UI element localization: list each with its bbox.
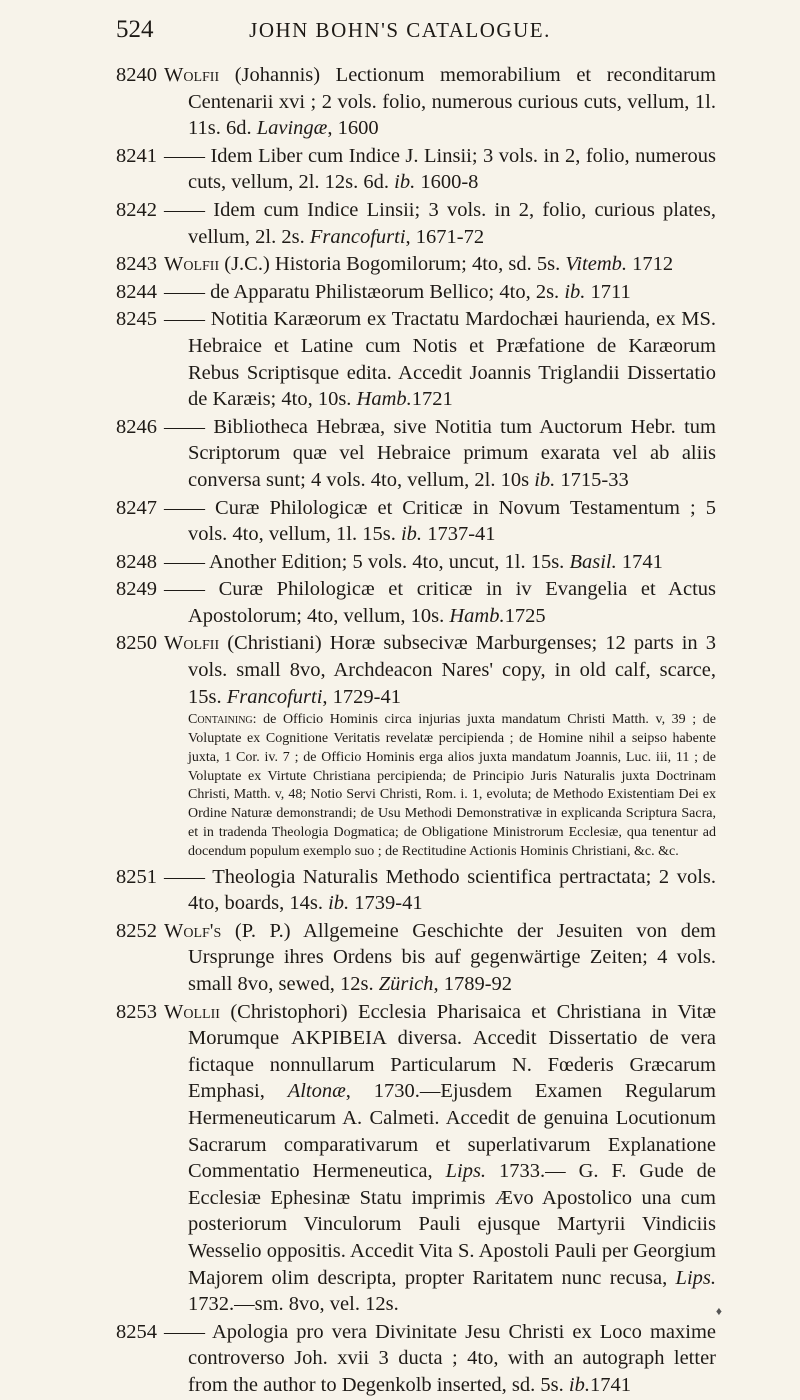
entry-author: Wollii xyxy=(164,1000,220,1023)
entry-number: 8254 xyxy=(116,1320,157,1343)
entry-number: 8250 xyxy=(116,632,157,655)
catalogue-entry xyxy=(116,62,716,142)
catalogue-entry xyxy=(116,864,716,917)
entry-text: —— Idem Liber cum Indice J. Linsii; 3 vols. in 2, folio, numerous cuts, vellum, 2l. 12s. 6d. ib. 1600-8 xyxy=(164,144,716,194)
entry-text: Wolfii (Christiani) Horæ subsecivæ Marburgenses; 12 parts in 3 vols. small 8vo, Archdeacon Nares' copy, in old calf, scarce, 15s. Francofurti, 1729-41 xyxy=(164,632,716,708)
entry-text: —— Apologia pro vera Divinitate Jesu Christi ex Loco maxime controverso Joh. xvii 3 ducta ; 4to, with an autograph letter from the author to Degenkolb inserted, sd. 5s. ib.1741 xyxy=(164,1320,716,1396)
entry-number: 8252 xyxy=(116,919,157,942)
page-header xyxy=(0,10,800,50)
entry-imprint: Francofurti xyxy=(226,685,323,708)
entry-author: Wolf's xyxy=(164,919,222,942)
entry-text: —— Another Edition; 5 vols. 4to, uncut, 1l. 15s. Basil. 1741 xyxy=(164,550,663,573)
catalogue-entry xyxy=(116,576,716,629)
entry-author: Wolfii xyxy=(164,253,220,276)
entry-text: —— Curæ Philologicæ et criticæ in iv Evangelia et Actus Apostolorum; 4to, vellum, 10s. Hamb.1725 xyxy=(164,578,716,627)
contents-lead: Containing xyxy=(188,712,253,728)
entry-number: 8243 xyxy=(116,253,157,276)
entry-imprint: Hamb. xyxy=(449,604,505,627)
catalogue-entry xyxy=(116,495,716,548)
entry-imprint: ib. xyxy=(568,1373,590,1396)
entry-imprint: ib. xyxy=(394,171,416,194)
entry-imprint: ib. xyxy=(400,523,423,546)
entry-author: Wolfii xyxy=(164,64,220,86)
entry-number: 8253 xyxy=(116,1000,157,1023)
entry-text: —— Notitia Karæorum ex Tractatu Mardochæi haurienda, ex MS. Hebraice et Latine cum Notis et Præfatione de Karæorum Rebus Scriptisque edita. Accedit Joannis Triglandii Dissertatio de Karæis; 4to, 10s. Hamb.1721 xyxy=(164,308,716,411)
entry-text: —— Idem cum Indice Linsii; 3 vols. in 2, folio, curious plates, vellum, 2l. 2s. Francofurti, 1671-72 xyxy=(164,198,716,248)
catalogue-entry xyxy=(116,251,716,278)
entry-number: 8241 xyxy=(116,144,157,167)
catalogue-entry xyxy=(116,414,716,494)
entry-imprint: Lavingæ xyxy=(256,117,328,140)
catalogue-entry xyxy=(116,197,716,250)
entry-imprint: Altonæ xyxy=(287,1080,346,1103)
entry-imprint: Francofurti xyxy=(309,225,406,248)
catalogue-entry xyxy=(116,549,716,576)
entry-imprint: Vitemb. xyxy=(565,253,628,276)
catalogue-entry xyxy=(116,918,716,998)
page-number: 524 xyxy=(116,16,154,43)
entry-text: Wollii (Christophori) Ecclesia Pharisaica et Christiana in Vitæ Morumque ΑΚΡΙΒΕΙΑ diversa. Accedit Dissertatio de vera fictaque nonnullarum Particularum N. Fœderis Græcarum Emphasi, Altonæ, 1730.—Ejusdem Examen Regularum Hermeneuticarum A. Calmeti. Accedit de genuina Locutionum Sacrarum comparativarum et superlativarum Explanatione Commentatio Hermeneutica, Lips. 1733.— G. F. Gude de Ecclesiæ Ephesinæ Statu imprimis Ævo Apostolico una cum posteriorum Vinculorum Pauli ejusque Martyrii Vindiciis Wesselio oppositis. Accedit Vita S. Apostoli Pauli per Georgium Majorem olim descripta, propter Raritatem nunc recusa, Lips. 1732.—sm. 8vo, vel. 12s. xyxy=(164,1000,716,1316)
entry-imprint: ib. xyxy=(534,468,556,491)
entry-imprint: Basil. xyxy=(569,550,617,573)
entry-text: —— Theologia Naturalis Methodo scientifica pertractata; 2 vols. 4to, boards, 14s. ib. 1739-41 xyxy=(164,865,716,915)
catalogue-entries xyxy=(116,62,716,1400)
entry-text: Wolfii (Johannis) Lectionum memorabilium et reconditarum Centenarii xvi ; 2 vols. folio, numerous curious cuts, vellum, 1l. 11s. 6d. Lavingæ, 1600 xyxy=(164,64,716,140)
entry-imprint: Lips. xyxy=(445,1160,487,1183)
entry-number: 8245 xyxy=(116,308,157,331)
entry-text: —— Curæ Philologicæ et Criticæ in Novum Testamentum ; 5 vols. 4to, vellum, 1l. 15s. ib. 1737-41 xyxy=(164,496,716,546)
running-title: JOHN BOHN'S CATALOGUE. xyxy=(249,18,551,42)
entry-text: —— de Apparatu Philistæorum Bellico; 4to, 2s. ib. 1711 xyxy=(164,280,631,303)
catalogue-entry xyxy=(116,999,716,1318)
entry-number: 8247 xyxy=(116,496,157,519)
catalogue-entry xyxy=(116,1319,716,1399)
entry-number: 8249 xyxy=(116,578,157,601)
entry-imprint: ib. xyxy=(328,892,350,915)
entry-number: 8244 xyxy=(116,280,157,303)
entry-contents-note: Containing: de Officio Hominis circa injurias juxta mandatum Christi Matth. v, 39 ; de Voluptate ex Cognitione Veritatis revelatæ percipienda ; de Homine nihil a seipso habente juxta, 1 Cor. iv. 7 ; de Officio Hominis erga alios juxta mandatum Joannis, Luc. iii, 11 ; de Voluptate ex Virtute Christiana percipienda; de Principio Juris Naturalis juxta Doctrinam Christi, Matth. v, 48; Notio Servi Christi, Rom. i. 1, evoluta; de Methodo Existentiam Dei ex Ordine Naturæ demonstrandi; de Usu Methodi Demonstrativæ in explicanda Scriptura Sacra, et in tradenda Theologia Dogmatica; de Obligatione Ministrorum Ecclesiæ, qua tenentur ad docendum populum exemplo suo ; de Rectitudine Actionis Hominis Christiani, &c. &c. xyxy=(188,712,716,859)
printer-mark: ♦ xyxy=(715,1304,722,1318)
catalogue-entry xyxy=(116,279,716,306)
catalogue-entry xyxy=(116,306,716,412)
entry-number: 8240 xyxy=(116,64,157,86)
catalogue-entry xyxy=(116,143,716,196)
entry-imprint: Lips. xyxy=(675,1266,716,1289)
entry-number: 8246 xyxy=(116,415,157,438)
entry-text: Wolfii (J.C.) Historia Bogomilorum; 4to, sd. 5s. Vitemb. 1712 xyxy=(164,253,674,276)
entry-imprint: ib. xyxy=(564,280,586,303)
entry-text: —— Bibliotheca Hebræa, sive Notitia tum Auctorum Hebr. tum Scriptorum quæ vel Hebraice primum exarata vel ab aliis conversa sunt; 4 vols. 4to, vellum, 2l. 10s ib. 1715-33 xyxy=(164,415,716,491)
entry-imprint: Zürich xyxy=(378,973,434,995)
catalogue-entry xyxy=(116,630,716,861)
entry-number: 8242 xyxy=(116,198,157,221)
entry-imprint: Hamb. xyxy=(356,388,412,411)
entry-number: 8248 xyxy=(116,550,157,573)
entry-text: Wolf's (P. P.) Allgemeine Geschichte der Jesuiten von dem Ursprunge ihres Ordens bis auf gegenwärtige Zeiten; 4 vols. small 8vo, sewed, 12s. Zürich, 1789-92 xyxy=(164,919,716,995)
entry-author: Wolfii xyxy=(164,632,220,655)
entry-number: 8251 xyxy=(116,865,157,888)
